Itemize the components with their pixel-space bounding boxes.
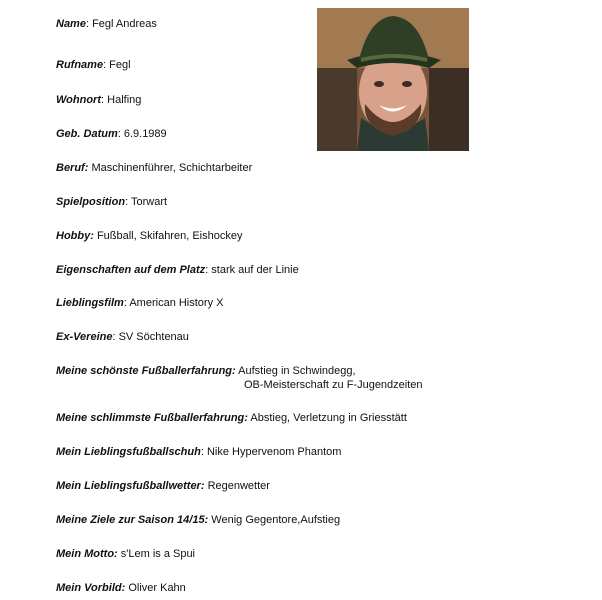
field-ex-vereine-value: : SV Söchtenau — [112, 331, 189, 343]
player-photo-image — [317, 8, 469, 151]
field-ex-vereine — [56, 330, 189, 344]
field-saisonziele-label: Meine Ziele zur Saison 14/15: — [56, 514, 209, 526]
field-schlimmste-erfahrung — [56, 411, 407, 425]
field-schoenste-value-line2: OB-Meisterschaft zu F-Jugendzeiten — [244, 379, 423, 391]
field-geb-datum-label: Geb. Datum — [56, 128, 118, 140]
field-lieblingsschuh-label: Mein Lieblingsfußballschuh — [56, 446, 201, 458]
field-name-value: : Fegl Andreas — [85, 18, 157, 30]
field-spielposition-value: : Torwart — [125, 196, 168, 208]
field-vorbild-value: Oliver Kahn — [125, 582, 186, 594]
field-lieblingswetter-label: Mein Lieblingsfußballwetter: — [56, 480, 205, 492]
field-lieblingswetter-value: Regenwetter — [204, 480, 270, 492]
field-eigenschaften — [56, 263, 299, 277]
field-hobby — [56, 229, 242, 243]
field-beruf-value: Maschinenführer, Schichtarbeiter — [88, 162, 253, 174]
field-name-label: Name — [56, 18, 86, 30]
field-schoenste-erfahrung — [56, 364, 423, 391]
field-wohnort-value: : Halfing — [101, 94, 142, 106]
field-schlimmste-value: Abstieg, Verletzung in Griesstätt — [247, 412, 407, 424]
field-lieblingsfilm — [56, 296, 223, 310]
field-hobby-label: Hobby: — [56, 230, 94, 242]
field-ex-vereine-label: Ex-Vereine — [56, 331, 113, 343]
field-geb-datum-value: : 6.9.1989 — [117, 128, 167, 140]
field-motto-label: Mein Motto: — [56, 548, 118, 560]
field-rufname-value: : Fegl — [103, 59, 131, 71]
field-rufname-label: Rufname — [56, 59, 104, 71]
field-saisonziele-value: Wenig Gegentore,Aufstieg — [208, 514, 341, 526]
field-schlimmste-label: Meine schlimmste Fußballerfahrung: — [56, 412, 248, 424]
field-schoenste-label: Meine schönste Fußballerfahrung: — [56, 365, 236, 377]
field-geb-datum — [56, 127, 167, 141]
field-saisonziele — [56, 513, 340, 527]
field-vorbild-label: Mein Vorbild: — [56, 582, 126, 594]
field-hobby-value: Fußball, Skifahren, Eishockey — [93, 230, 243, 242]
field-spielposition-label: Spielposition — [56, 196, 126, 208]
player-photo — [317, 8, 469, 151]
field-lieblingswetter — [56, 479, 270, 493]
field-motto — [56, 547, 195, 561]
field-eigenschaften-value: : stark auf der Linie — [205, 264, 299, 276]
field-lieblingsschuh-value: : Nike Hypervenom Phantom — [200, 446, 342, 458]
field-lieblingsfilm-label: Lieblingsfilm — [56, 297, 124, 309]
field-lieblingsfilm-value: : American History X — [123, 297, 224, 309]
field-rufname — [56, 58, 131, 72]
field-wohnort-label: Wohnort — [56, 94, 102, 106]
field-vorbild — [56, 581, 186, 595]
field-lieblingsschuh — [56, 445, 341, 459]
field-motto-value: s'Lem is a Spui — [117, 548, 196, 560]
field-wohnort — [56, 93, 141, 107]
field-spielposition — [56, 195, 167, 209]
field-eigenschaften-label: Eigenschaften auf dem Platz — [56, 264, 206, 276]
field-beruf-label: Beruf: — [56, 162, 89, 174]
field-name — [56, 17, 157, 31]
field-beruf — [56, 161, 252, 175]
field-schoenste-value: Aufstieg in Schwindegg, — [235, 365, 356, 377]
